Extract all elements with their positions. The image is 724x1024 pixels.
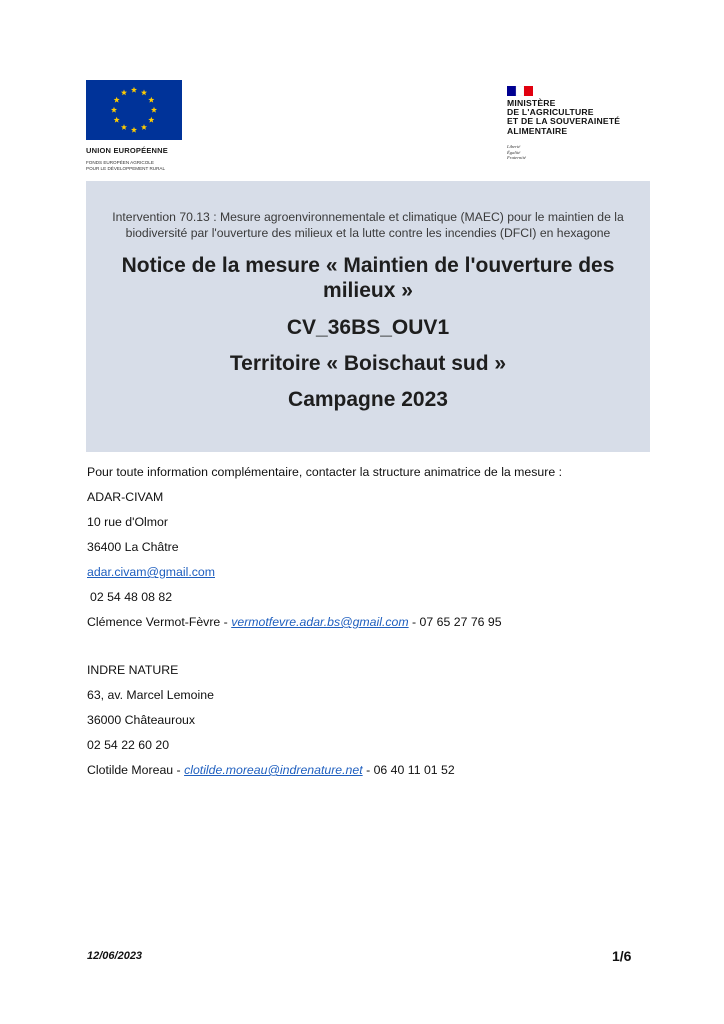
org1-person-row <box>87 614 647 639</box>
org2-name: INDRE NATURE <box>87 663 179 677</box>
title-box <box>86 181 650 452</box>
motto-fraternite: Fraternité <box>507 155 526 161</box>
org2-person-phone: - 06 40 11 01 52 <box>362 763 455 777</box>
section-gap <box>87 639 647 662</box>
org2-person-name: Clotilde Moreau - <box>87 763 185 777</box>
french-flag-icon <box>507 86 533 96</box>
org1-phone: 02 54 48 08 82 <box>90 590 173 604</box>
measure-code: CV_36BS_OUV1 <box>286 316 450 339</box>
org2-person-row <box>87 762 647 787</box>
eu-name: UNION EUROPÉENNE <box>86 146 168 155</box>
org1-email-row <box>87 564 647 589</box>
eu-fund <box>86 160 206 172</box>
org1-person-phone: - 07 65 27 76 95 <box>408 615 502 629</box>
org1-person-name: Clémence Vermot-Fèvre - <box>87 615 232 629</box>
eu-fund-line-2: POUR LE DÉVELOPPEMENT RURAL <box>86 166 166 171</box>
motto-liberte: Liberté <box>507 144 521 149</box>
footer-date: 12/06/2023 <box>87 950 143 962</box>
ministry-line-1: MINISTÈRE <box>507 98 556 108</box>
ministry-line-3: ET DE LA SOUVERAINETÉ <box>507 116 621 127</box>
eu-flag-icon <box>86 80 182 140</box>
ministry-motto <box>507 144 526 161</box>
page-number: 1/6 <box>612 948 632 964</box>
ministry-line-2: DE L'AGRICULTURE <box>507 107 594 118</box>
org1-name: ADAR-CIVAM <box>87 490 164 504</box>
contact-section <box>87 464 647 787</box>
campaign-year: Campagne 2023 <box>288 388 448 411</box>
ministry-line-4: ALIMENTAIRE <box>507 125 568 136</box>
org1-email-link[interactable]: adar.civam@gmail.com <box>87 565 215 579</box>
org1-street: 10 rue d'Olmor <box>87 515 168 529</box>
org1-person-email-link[interactable]: vermotfevre.adar.bs@gmail.com <box>231 615 409 629</box>
org2-street: 63, av. Marcel Lemoine <box>87 688 214 702</box>
eu-fund-line-1: FONDS EUROPÉEN AGRICOLE <box>86 160 154 165</box>
notice-title: Notice de la mesure « Maintien de l'ouverture des milieux » <box>121 254 615 302</box>
org2-phone: 02 54 22 60 20 <box>87 738 170 752</box>
org2-person-email-link[interactable]: clotilde.moreau@indrenature.net <box>184 763 363 777</box>
contact-intro: Pour toute information complémentaire, contacter la structure animatrice de la mesure : <box>87 465 563 479</box>
intervention-intro: Intervention 70.13 : Mesure agroenvironnementale et climatique (MAEC) pour le maintien de la biodiversité par l'ouverture des milieux et la lutte contre les incendies (DFCI) en hexagone <box>112 210 624 240</box>
motto-egalite: Égalité <box>507 149 521 155</box>
org2-city: 36000 Châteauroux <box>87 713 196 727</box>
org1-city: 36400 La Châtre <box>87 540 179 554</box>
ministry-name <box>507 99 620 136</box>
territory-name: Territoire « Boischaut sud » <box>229 352 507 375</box>
